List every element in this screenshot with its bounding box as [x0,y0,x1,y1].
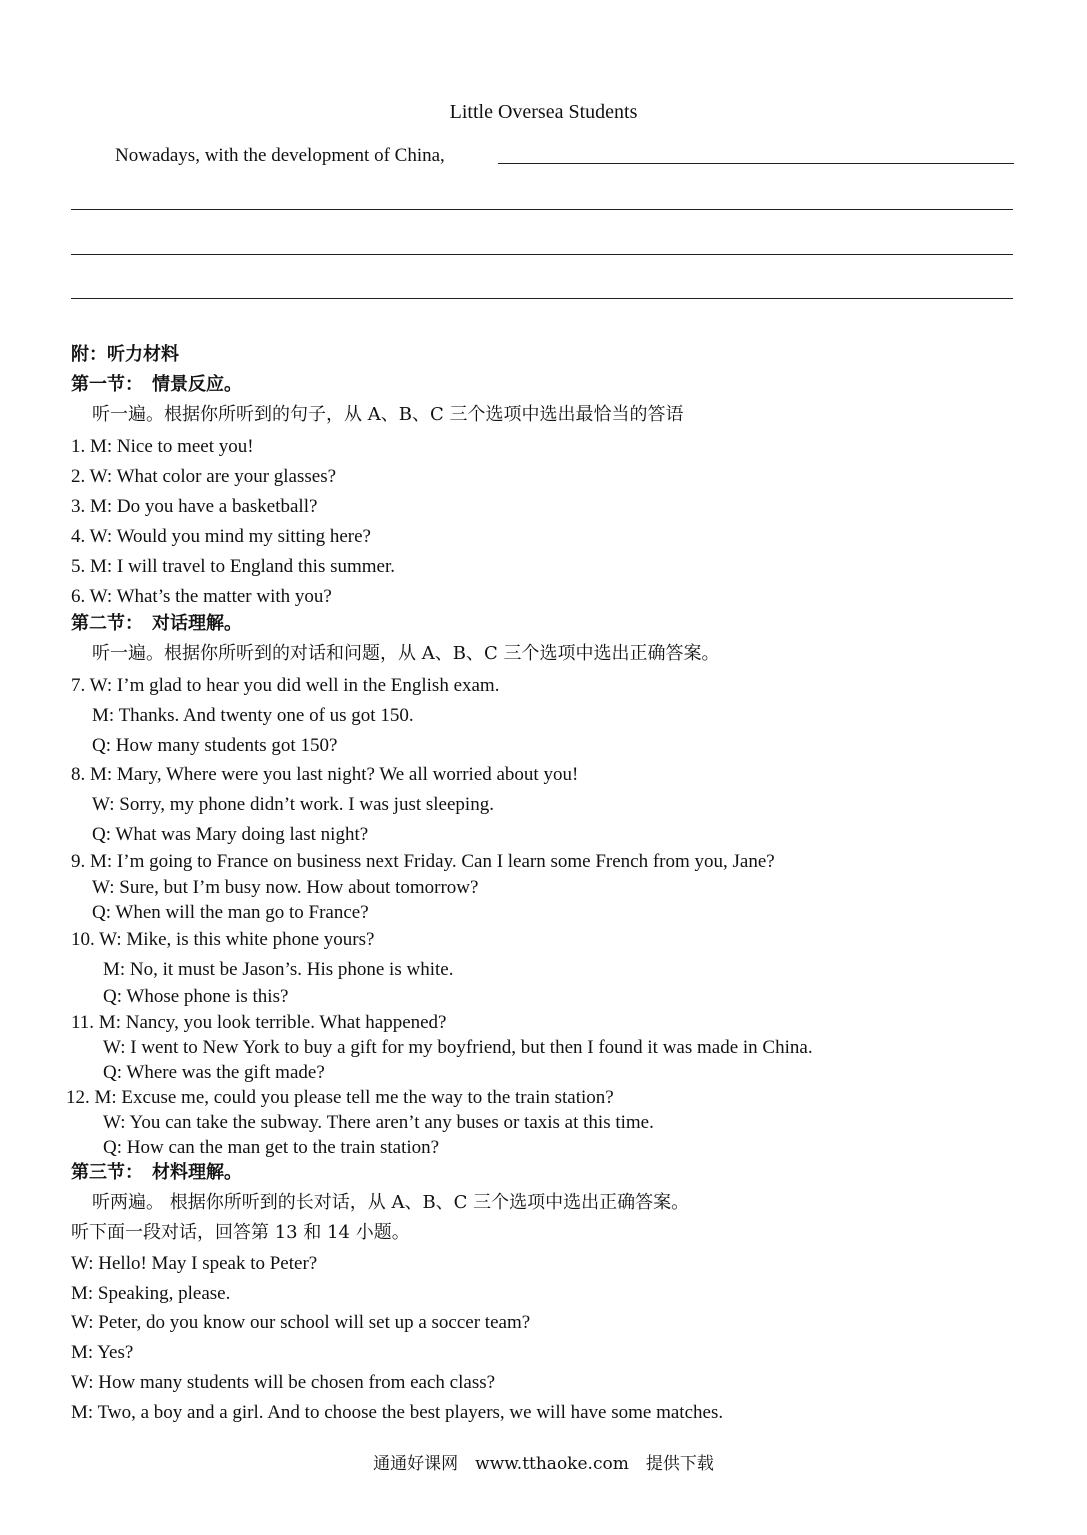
dialogue-line: M: No, it must be Jason’s. His phone is white. [103,959,454,980]
dialogue-line: Q: How many students got 150? [92,735,338,756]
dialogue-line: Q: What was Mary doing last night? [92,824,369,845]
page-footer: 通通好课网 www.tthaoke.com 提供下载 [373,1454,714,1474]
answer-blank-line [71,298,1013,299]
section3-heading: 第三节： 材料理解。 [71,1162,242,1183]
dialogue-line: 7. W: I’m glad to hear you did well in the English exam. [71,675,500,696]
answer-blank-line [71,209,1013,210]
dialogue-line: W: I went to New York to buy a gift for my boyfriend, but then I found it was made in China. [103,1037,813,1058]
list-item: 3. M: Do you have a basketball? [71,496,318,517]
section3-instruction: 听两遍。 根据你所听到的长对话，从 A、B、C 三个选项中选出正确答案。 [92,1192,690,1213]
dialogue-line: 11. M: Nancy, you look terrible. What happened? [71,1012,447,1033]
dialogue-line: Q: How can the man get to the train station? [103,1137,440,1158]
list-item: 4. W: Would you mind my sitting here? [71,526,371,547]
list-item: 2. W: What color are your glasses? [71,466,337,487]
dialogue-line: M: Two, a boy and a girl. And to choose the best players, we will have some matches. [71,1402,724,1423]
list-item: 1. M: Nice to meet you! [71,436,254,457]
dialogue-line: W: Sorry, my phone didn’t work. I was just sleeping. [92,794,494,815]
dialogue-line: Q: Where was the gift made? [103,1062,325,1083]
answer-blank-line [498,163,1014,164]
dialogue-line: M: Yes? [71,1342,134,1363]
dialogue-line: W: You can take the subway. There aren’t any buses or taxis at this time. [103,1112,654,1133]
dialogue-line: Q: Whose phone is this? [103,986,289,1007]
list-item: 6. W: What’s the matter with you? [71,586,332,607]
dialogue-line: W: Peter, do you know our school will set up a soccer team? [71,1312,531,1333]
dialogue-line: M: Thanks. And twenty one of us got 150. [92,705,414,726]
essay-title: Little Oversea Students [449,101,638,123]
dialogue-line: 12. M: Excuse me, could you please tell me the way to the train station? [66,1087,614,1108]
dialogue-line: 10. W: Mike, is this white phone yours? [71,929,375,950]
section1-instruction: 听一遍。根据你所听到的句子，从 A、B、C 三个选项中选出最恰当的答语 [92,404,684,425]
section2-heading: 第二节： 对话理解。 [71,613,242,634]
dialogue-line: W: How many students will be chosen from each class? [71,1372,496,1393]
section3-sub-instruction: 听下面一段对话，回答第 13 和 14 小题。 [71,1222,410,1243]
dialogue-line: 8. M: Mary, Where were you last night? We all worried about you! [71,764,579,785]
answer-blank-line [71,254,1013,255]
dialogue-line: 9. M: I’m going to France on business next Friday. Can I learn some French from you, Jane? [71,851,775,872]
dialogue-line: W: Sure, but I’m busy now. How about tomorrow? [92,877,479,898]
dialogue-line: W: Hello! May I speak to Peter? [71,1253,318,1274]
dialogue-line: Q: When will the man go to France? [92,902,369,923]
appendix-heading: 附：听力材料 [71,344,179,365]
dialogue-line: M: Speaking, please. [71,1283,231,1304]
list-item: 5. M: I will travel to England this summer. [71,556,396,577]
essay-first-line: Nowadays, with the development of China, [115,145,445,166]
section2-instruction: 听一遍。根据你所听到的对话和问题，从 A、B、C 三个选项中选出正确答案。 [92,643,720,664]
section1-heading: 第一节： 情景反应。 [71,374,242,395]
